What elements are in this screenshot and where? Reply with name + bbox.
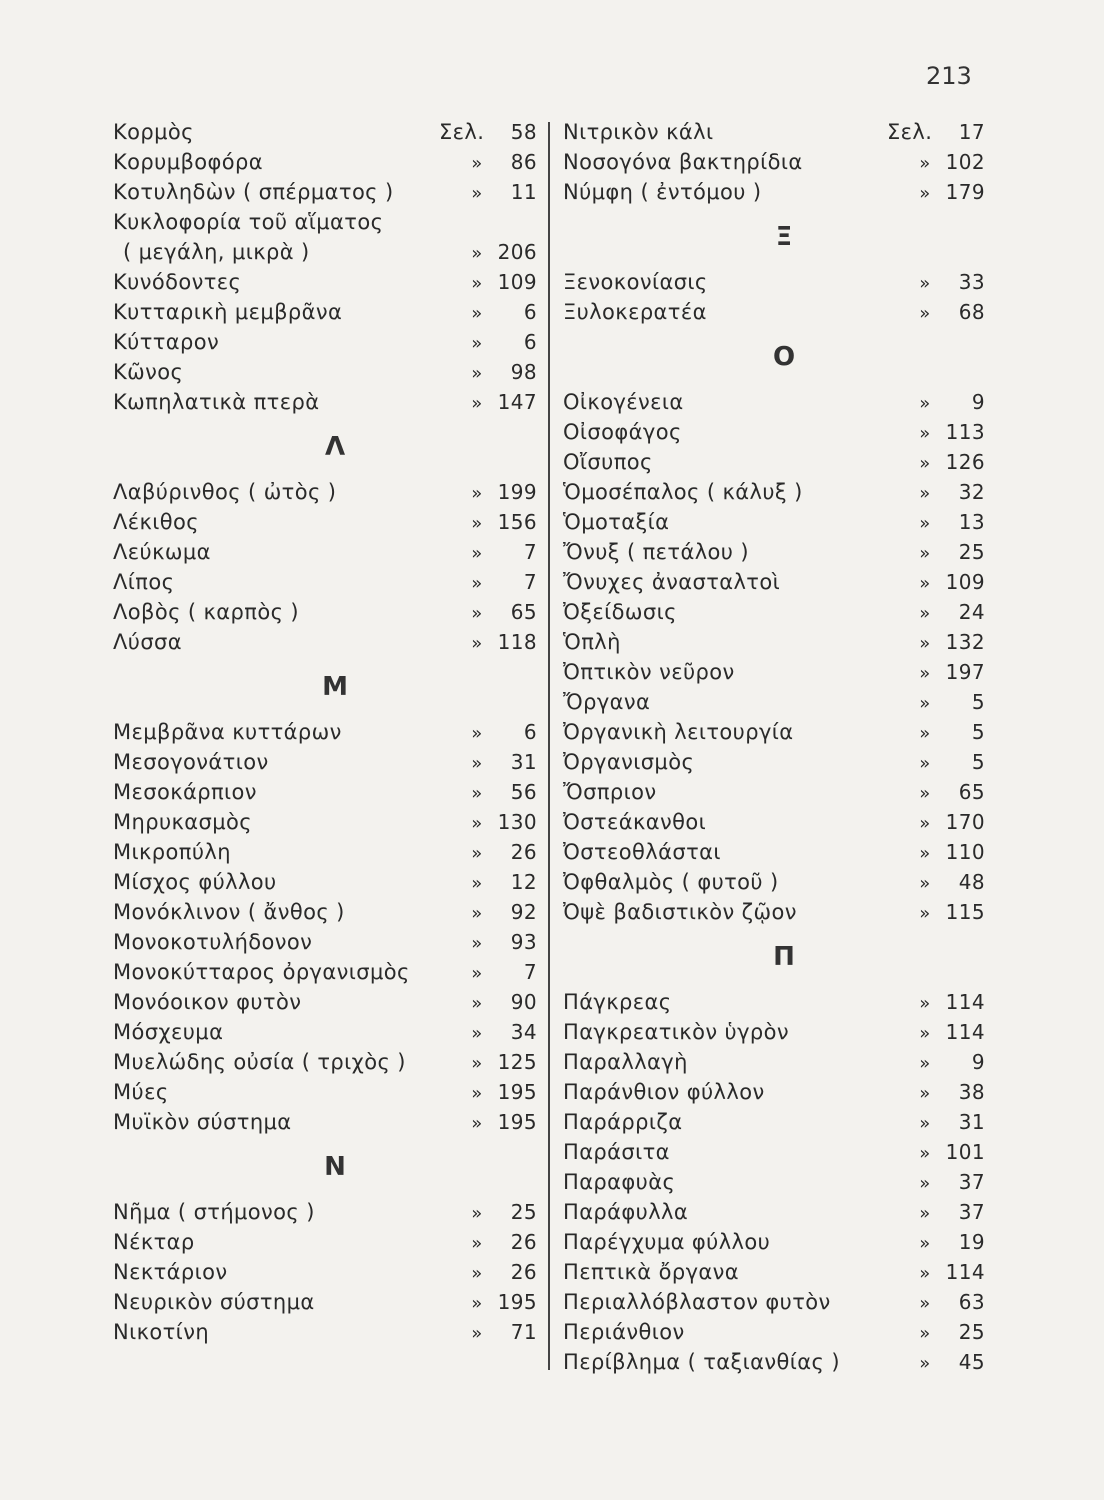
index-entry xyxy=(113,747,537,777)
index-column-right xyxy=(563,117,985,1377)
index-entry xyxy=(113,867,537,897)
entry-page: 17 xyxy=(958,120,985,144)
ditto-mark: » xyxy=(919,1113,931,1134)
index-entry xyxy=(113,327,537,357)
section-letter: Ο xyxy=(772,342,796,372)
entry-page: 109 xyxy=(497,270,537,294)
entry-page: 86 xyxy=(510,150,537,174)
entry-term: Περιαλλόβλαστον φυτὸν xyxy=(563,1290,831,1314)
entry-term: Παράφυλλα xyxy=(563,1200,689,1224)
entry-term: Μηρυκασμὸς xyxy=(113,810,252,834)
entry-page: 5 xyxy=(971,690,985,714)
entry-term: Μυϊκὸν σύστημα xyxy=(113,1110,292,1134)
ditto-mark: » xyxy=(919,273,931,294)
index-entry xyxy=(563,717,985,747)
entry-term: Ὀφθαλμὸς ( φυτοῦ ) xyxy=(563,870,779,894)
entry-term: Νιτρικὸν κάλι xyxy=(563,120,714,144)
entry-page: 147 xyxy=(497,390,537,414)
entry-term: Κωπηλατικὰ πτερὰ xyxy=(113,390,320,414)
index-entry xyxy=(563,807,985,837)
ditto-mark: » xyxy=(919,573,931,594)
index-entry xyxy=(113,927,537,957)
entry-term: Κοτυληδὼν ( σπέρματος ) xyxy=(113,180,394,204)
entry-page: 92 xyxy=(510,900,537,924)
entry-term: Οἰσοφάγος xyxy=(563,420,682,444)
index-entry xyxy=(563,1347,985,1377)
entry-page: 6 xyxy=(523,330,537,354)
entry-page: 206 xyxy=(497,240,537,264)
entry-page: 6 xyxy=(523,300,537,324)
index-entry xyxy=(563,477,985,507)
section-letter: Λ xyxy=(324,432,346,462)
entry-term: Νευρικὸν σύστημα xyxy=(113,1290,315,1314)
ditto-mark: » xyxy=(471,843,483,864)
index-entry xyxy=(563,897,985,927)
ditto-mark: » xyxy=(919,1263,931,1284)
entry-term: Μύες xyxy=(113,1080,169,1104)
ditto-mark: » xyxy=(919,813,931,834)
entry-term: Λέκιθος xyxy=(113,510,200,534)
entry-term: Ὀξείδωσις xyxy=(563,600,677,624)
entry-page: 32 xyxy=(958,480,985,504)
entry-term: Ξυλοκερατέα xyxy=(563,300,707,324)
entry-page-label: Σελ. xyxy=(439,120,485,144)
ditto-mark: » xyxy=(471,183,483,204)
entry-term: Νεκτάριον xyxy=(113,1260,228,1284)
index-entry xyxy=(113,807,537,837)
index-entry xyxy=(563,657,985,687)
ditto-mark: » xyxy=(471,873,483,894)
index-entry xyxy=(563,1317,985,1347)
entry-term: Μίσχος φύλλου xyxy=(113,870,277,894)
ditto-mark: » xyxy=(919,1023,931,1044)
entry-page: 9 xyxy=(971,390,985,414)
ditto-mark: » xyxy=(471,273,483,294)
ditto-mark: » xyxy=(471,483,483,504)
ditto-mark: » xyxy=(919,1323,931,1344)
ditto-mark: » xyxy=(471,963,483,984)
index-entry-continuation xyxy=(113,237,537,267)
index-entry xyxy=(113,477,537,507)
index-entry xyxy=(563,267,985,297)
index-entry xyxy=(113,297,537,327)
entry-page: 6 xyxy=(523,720,537,744)
index-entry xyxy=(563,1137,985,1167)
entry-page: 65 xyxy=(510,600,537,624)
ditto-mark: » xyxy=(471,903,483,924)
entry-term: Παγκρεατικὸν ὑγρὸν xyxy=(563,1020,790,1044)
entry-term: Περίβλημα ( ταξιανθίας ) xyxy=(563,1350,840,1374)
index-entry xyxy=(113,1017,537,1047)
section-letter: Π xyxy=(773,942,795,972)
ditto-mark: » xyxy=(919,1143,931,1164)
ditto-mark: » xyxy=(471,603,483,624)
entry-page: 93 xyxy=(510,930,537,954)
index-entry xyxy=(113,537,537,567)
ditto-mark: » xyxy=(471,1323,483,1344)
entry-term: Ξενοκονίασις xyxy=(563,270,708,294)
entry-term: Περιάνθιον xyxy=(563,1320,685,1344)
entry-term: Μονόοικον φυτὸν xyxy=(113,990,302,1014)
entry-term: Μονοκοτυλήδονον xyxy=(113,930,313,954)
section-letter: Μ xyxy=(322,672,348,702)
entry-term: Μυελώδης οὐσία ( τριχὸς ) xyxy=(113,1050,406,1074)
entry-term: Ὁπλὴ xyxy=(563,630,621,654)
entry-term: Παράσιτα xyxy=(563,1140,670,1164)
entry-page: 195 xyxy=(497,1290,537,1314)
index-entry xyxy=(113,357,537,387)
entry-page: 33 xyxy=(958,270,985,294)
ditto-mark: » xyxy=(919,303,931,324)
entry-term: Παρέγχυμα φύλλου xyxy=(563,1230,771,1254)
entry-term: Ὀργανισμὸς xyxy=(563,750,695,774)
entry-page: 45 xyxy=(958,1350,985,1374)
entry-term: Ὄνυξ ( πετάλου ) xyxy=(563,540,750,564)
index-entry xyxy=(113,147,537,177)
page-number: 213 xyxy=(926,62,972,90)
entry-page: 199 xyxy=(497,480,537,504)
index-entry xyxy=(563,1257,985,1287)
entry-page: 37 xyxy=(958,1170,985,1194)
entry-term: Μικροπύλη xyxy=(113,840,231,864)
entry-term: Νύμφη ( ἐντόμου ) xyxy=(563,180,762,204)
ditto-mark: » xyxy=(471,1083,483,1104)
entry-page: 126 xyxy=(945,450,985,474)
index-entry xyxy=(563,537,985,567)
ditto-mark: » xyxy=(919,1203,931,1224)
entry-page: 101 xyxy=(945,1140,985,1164)
index-entry xyxy=(563,597,985,627)
entry-page: 26 xyxy=(510,1230,537,1254)
entry-page: 7 xyxy=(523,960,537,984)
entry-term: Οἴσυπος xyxy=(563,450,653,474)
entry-term: Ὄσπριον xyxy=(563,780,657,804)
ditto-mark: » xyxy=(471,723,483,744)
index-entry xyxy=(563,1227,985,1257)
entry-term: Μεσοκάρπιον xyxy=(113,780,257,804)
index-entry xyxy=(563,747,985,777)
entry-term: Παράρριζα xyxy=(563,1110,683,1134)
entry-term: Νοσογόνα βακτηρίδια xyxy=(563,150,803,174)
ditto-mark: » xyxy=(919,1083,931,1104)
ditto-mark: » xyxy=(919,723,931,744)
index-entry xyxy=(113,267,537,297)
ditto-mark: » xyxy=(471,303,483,324)
entry-term: Ὄργανα xyxy=(563,690,651,714)
entry-term: Κῶνος xyxy=(113,360,184,384)
entry-term: Ὁμοταξία xyxy=(563,510,670,534)
index-entry xyxy=(563,117,985,147)
index-entry xyxy=(563,417,985,447)
entry-page: 102 xyxy=(945,150,985,174)
ditto-mark: » xyxy=(919,753,931,774)
index-entry xyxy=(113,837,537,867)
entry-page: 7 xyxy=(523,570,537,594)
ditto-mark: » xyxy=(471,573,483,594)
entry-term: Μονόκλινον ( ἄνθος ) xyxy=(113,900,345,924)
section-letter: Ν xyxy=(324,1152,346,1182)
entry-term: Παραλλαγὴ xyxy=(563,1050,688,1074)
entry-page: 5 xyxy=(971,720,985,744)
ditto-mark: » xyxy=(919,663,931,684)
ditto-mark: » xyxy=(471,993,483,1014)
ditto-mark: » xyxy=(471,153,483,174)
index-entry xyxy=(113,507,537,537)
ditto-mark: » xyxy=(919,693,931,714)
ditto-mark: » xyxy=(471,363,483,384)
column-divider xyxy=(548,122,550,1370)
ditto-mark: » xyxy=(919,783,931,804)
ditto-mark: » xyxy=(919,453,931,474)
index-entry xyxy=(563,1287,985,1317)
entry-page: 98 xyxy=(510,360,537,384)
entry-page: 25 xyxy=(510,1200,537,1224)
entry-page: 113 xyxy=(945,420,985,444)
entry-page: 13 xyxy=(958,510,985,534)
index-entry xyxy=(113,957,537,987)
ditto-mark: » xyxy=(471,633,483,654)
entry-page: 63 xyxy=(958,1290,985,1314)
entry-page: 109 xyxy=(945,570,985,594)
entry-term: Παραφυὰς xyxy=(563,1170,676,1194)
entry-term: Παράνθιον φύλλον xyxy=(563,1080,765,1104)
index-entry xyxy=(113,987,537,1017)
entry-page: 68 xyxy=(958,300,985,324)
entry-page: 56 xyxy=(510,780,537,804)
index-entry xyxy=(563,837,985,867)
index-entry xyxy=(113,207,537,237)
entry-page: 65 xyxy=(958,780,985,804)
index-entry xyxy=(563,387,985,417)
entry-page: 156 xyxy=(497,510,537,534)
entry-term: Ὀψὲ βαδιστικὸν ζῷον xyxy=(563,900,797,924)
entry-page: 19 xyxy=(958,1230,985,1254)
ditto-mark: » xyxy=(471,1233,483,1254)
index-entry xyxy=(563,867,985,897)
index-entry xyxy=(563,177,985,207)
entry-page: 5 xyxy=(971,750,985,774)
index-entry xyxy=(563,447,985,477)
index-entry xyxy=(113,627,537,657)
entry-page: 179 xyxy=(945,180,985,204)
entry-page: 195 xyxy=(497,1080,537,1104)
entry-page: 24 xyxy=(958,600,985,624)
entry-page: 114 xyxy=(945,1260,985,1284)
entry-term: Λίπος xyxy=(113,570,175,594)
ditto-mark: » xyxy=(919,423,931,444)
entry-term: Ὀπτικὸν νεῦρον xyxy=(563,660,735,684)
entry-term: Λύσσα xyxy=(113,630,182,654)
index-entry xyxy=(113,717,537,747)
ditto-mark: » xyxy=(919,513,931,534)
ditto-mark: » xyxy=(471,333,483,354)
index-entry xyxy=(563,1107,985,1137)
index-entry xyxy=(113,177,537,207)
ditto-mark: » xyxy=(919,903,931,924)
entry-term: Μονοκύτταρος ὀργανισμὸς xyxy=(113,960,410,984)
index-entry xyxy=(113,1287,537,1317)
entry-page: 71 xyxy=(510,1320,537,1344)
ditto-mark: » xyxy=(471,243,483,264)
ditto-mark: » xyxy=(471,393,483,414)
entry-page: 25 xyxy=(958,540,985,564)
entry-term: Μόσχευμα xyxy=(113,1020,224,1044)
index-entry xyxy=(113,1197,537,1227)
ditto-mark: » xyxy=(919,393,931,414)
ditto-mark: » xyxy=(919,543,931,564)
entry-page: 11 xyxy=(510,180,537,204)
index-entry xyxy=(113,597,537,627)
index-entry xyxy=(563,297,985,327)
index-entry xyxy=(563,987,985,1017)
index-entry xyxy=(113,897,537,927)
entry-page: 26 xyxy=(510,1260,537,1284)
entry-term: Ὀστεάκανθοι xyxy=(563,810,707,834)
index-entry xyxy=(563,777,985,807)
entry-page: 31 xyxy=(510,750,537,774)
entry-term: Κύτταρον xyxy=(113,330,220,354)
entry-page: 110 xyxy=(945,840,985,864)
ditto-mark: » xyxy=(471,933,483,954)
ditto-mark: » xyxy=(919,1353,931,1374)
entry-page: 170 xyxy=(945,810,985,834)
entry-term: Λεύκωμα xyxy=(113,540,211,564)
entry-page: 48 xyxy=(958,870,985,894)
entry-term: ( μεγάλη, μικρὰ ) xyxy=(123,240,310,264)
index-entry xyxy=(113,1257,537,1287)
index-entry xyxy=(113,1227,537,1257)
entry-page: 118 xyxy=(497,630,537,654)
entry-term: Λοβὸς ( καρπὸς ) xyxy=(113,600,299,624)
entry-term: Οἰκογένεια xyxy=(563,390,684,414)
ditto-mark: » xyxy=(919,993,931,1014)
entry-page-label: Σελ. xyxy=(887,120,933,144)
index-entry xyxy=(113,567,537,597)
entry-page: 130 xyxy=(497,810,537,834)
ditto-mark: » xyxy=(919,633,931,654)
index-entry xyxy=(563,507,985,537)
ditto-mark: » xyxy=(919,873,931,894)
index-entry xyxy=(563,1197,985,1227)
entry-term: Κυνόδοντες xyxy=(113,270,242,294)
entry-page: 114 xyxy=(945,1020,985,1044)
entry-term: Ὀστεοθλάσται xyxy=(563,840,721,864)
entry-page: 132 xyxy=(945,630,985,654)
ditto-mark: » xyxy=(919,1233,931,1254)
index-entry xyxy=(113,1077,537,1107)
entry-page: 26 xyxy=(510,840,537,864)
index-entry xyxy=(563,1017,985,1047)
entry-term: Ὄνυχες ἀνασταλτοὶ xyxy=(563,570,781,594)
entry-page: 114 xyxy=(945,990,985,1014)
ditto-mark: » xyxy=(919,1293,931,1314)
ditto-mark: » xyxy=(471,1023,483,1044)
entry-term: Κορμὸς xyxy=(113,120,194,144)
entry-term: Νικοτίνη xyxy=(113,1320,210,1344)
ditto-mark: » xyxy=(471,1053,483,1074)
ditto-mark: » xyxy=(919,183,931,204)
index-entry xyxy=(563,147,985,177)
entry-term: Μεσογονάτιον xyxy=(113,750,269,774)
entry-page: 115 xyxy=(945,900,985,924)
ditto-mark: » xyxy=(471,753,483,774)
index-entry xyxy=(563,567,985,597)
entry-term: Πεπτικὰ ὄργανα xyxy=(563,1260,740,1284)
entry-term: Νῆμα ( στήμονος ) xyxy=(113,1200,315,1224)
ditto-mark: » xyxy=(471,783,483,804)
ditto-mark: » xyxy=(471,513,483,534)
entry-term: Ὀργανικὴ λειτουργία xyxy=(563,720,794,744)
entry-term: Κορυμβοφόρα xyxy=(113,150,263,174)
ditto-mark: » xyxy=(471,1203,483,1224)
entry-page: 37 xyxy=(958,1200,985,1224)
entry-page: 197 xyxy=(945,660,985,684)
entry-term: Ὁμοσέπαλος ( κάλυξ ) xyxy=(563,480,803,504)
index-column-left xyxy=(113,117,537,1347)
entry-page: 31 xyxy=(958,1110,985,1134)
ditto-mark: » xyxy=(919,603,931,624)
entry-page: 9 xyxy=(971,1050,985,1074)
ditto-mark: » xyxy=(471,543,483,564)
index-entry xyxy=(563,687,985,717)
index-entry xyxy=(113,387,537,417)
index-entry xyxy=(113,1047,537,1077)
ditto-mark: » xyxy=(471,813,483,834)
entry-term: Λαβύρινθος ( ὠτὸς ) xyxy=(113,480,337,504)
index-entry xyxy=(113,1317,537,1347)
entry-term: Κυτταρικὴ μεμβρᾶνα xyxy=(113,300,343,324)
entry-term: Νέκταρ xyxy=(113,1230,195,1254)
entry-page: 7 xyxy=(523,540,537,564)
section-letter: Ξ xyxy=(775,222,793,252)
entry-term: Μεμβρᾶνα κυττάρων xyxy=(113,720,342,744)
entry-page: 195 xyxy=(497,1110,537,1134)
entry-page: 125 xyxy=(497,1050,537,1074)
ditto-mark: » xyxy=(471,1263,483,1284)
index-entry xyxy=(113,1107,537,1137)
index-entry xyxy=(563,1077,985,1107)
entry-page: 90 xyxy=(510,990,537,1014)
entry-page: 38 xyxy=(958,1080,985,1104)
index-entry xyxy=(563,1167,985,1197)
entry-page: 58 xyxy=(510,120,537,144)
entry-term: Πάγκρεας xyxy=(563,990,672,1014)
ditto-mark: » xyxy=(471,1113,483,1134)
entry-term: Κυκλοφορία τοῦ αἵματος xyxy=(113,210,384,234)
ditto-mark: » xyxy=(919,153,931,174)
index-entry xyxy=(563,627,985,657)
index-entry xyxy=(113,777,537,807)
entry-page: 12 xyxy=(510,870,537,894)
entry-page: 25 xyxy=(958,1320,985,1344)
index-entry xyxy=(113,117,537,147)
ditto-mark: » xyxy=(471,1293,483,1314)
index-entry xyxy=(563,1047,985,1077)
ditto-mark: » xyxy=(919,1173,931,1194)
ditto-mark: » xyxy=(919,843,931,864)
entry-page: 34 xyxy=(510,1020,537,1044)
ditto-mark: » xyxy=(919,1053,931,1074)
ditto-mark: » xyxy=(919,483,931,504)
